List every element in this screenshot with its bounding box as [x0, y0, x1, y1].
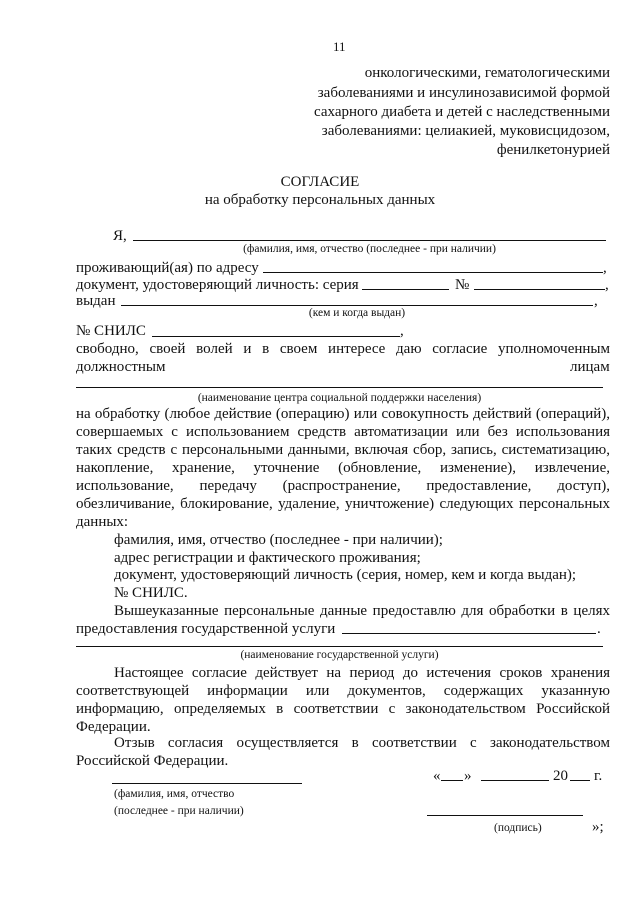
doc-series-label: документ, удостоверяющий личность: серия: [76, 277, 359, 293]
fio-field[interactable]: [133, 240, 606, 241]
consent-line: свободно, своей волей и в своем интересе даю согласие уполномоченным: [76, 341, 610, 357]
processing-line: таких средств с персональными данными, включая сбор, запись, систематизацию,: [76, 442, 610, 458]
validity-line: Федерации.: [76, 719, 151, 735]
data-item: документ, удостоверяющий личность (серия, номер, кем и когда выдан);: [114, 567, 577, 583]
consent-line-right: лицам: [570, 359, 610, 375]
fio-caption-2: (последнее - при наличии): [114, 805, 244, 817]
signature-field[interactable]: [427, 815, 583, 816]
year-suffix: г.: [594, 768, 603, 784]
comma: ,: [603, 260, 607, 276]
issued-label: выдан: [76, 293, 116, 309]
date-year-field[interactable]: [570, 780, 590, 781]
sign-caption: (подпись): [494, 822, 542, 834]
sign-end: »;: [592, 819, 604, 835]
document-title: СОГЛАСИЕ: [280, 174, 360, 190]
service-caption: (наименование государственной услуги): [240, 649, 439, 661]
center-caption: (наименование центра социальной поддержки населения): [197, 392, 482, 404]
header-line: онкологическими, гематологическими: [364, 65, 610, 81]
purpose-line: Вышеуказанные персональные данные предоставлю для обработки в целях: [114, 603, 610, 619]
processing-line: совершаемых с использованием средств автоматизации или без использования: [76, 424, 610, 440]
fio-caption-1: (фамилия, имя, отчество: [114, 788, 235, 800]
snils-label: № СНИЛС: [76, 323, 146, 339]
document-subtitle: на обработку персональных данных: [204, 192, 436, 208]
validity-line: соответствующей информации или документов, содержащих указанную: [76, 683, 610, 699]
purpose-line: предоставления государственной услуги: [76, 621, 336, 637]
data-item: адрес регистрации и фактического проживания;: [114, 550, 421, 566]
year-prefix: 20: [553, 768, 568, 784]
data-item: № СНИЛС.: [114, 585, 188, 601]
snils-field[interactable]: [152, 336, 400, 337]
address-label: проживающий(ая) по адресу: [76, 260, 259, 276]
doc-number-sign: №: [455, 277, 470, 293]
processing-line: накопление, хранение, уточнение (обновление, изменение), извлечение,: [76, 460, 610, 476]
revoke-line: Российской Федерации.: [76, 753, 229, 769]
comma: ,: [594, 293, 598, 309]
validity-line: информацию, определяемых в соответствии с законодательством Российской: [76, 701, 610, 717]
revoke-line: Отзыв согласия осуществляется в соответствии с законодательством: [114, 735, 610, 751]
header-line: сахарного диабета и детей с наследственными: [314, 104, 610, 120]
service-name-field[interactable]: [76, 646, 603, 647]
comma: ,: [605, 277, 609, 293]
doc-number-field[interactable]: [474, 289, 605, 290]
center-name-field[interactable]: [76, 387, 603, 388]
ya-label: Я,: [113, 228, 127, 244]
processing-line: использование, передачу (распространение, предоставление, доступ),: [76, 478, 610, 494]
processing-line: на обработку (любое действие (операцию) или совокупность действий (операций),: [76, 406, 610, 422]
processing-line: данных:: [76, 514, 129, 530]
consent-line-left: должностным: [76, 359, 166, 375]
doc-series-field[interactable]: [362, 289, 449, 290]
header-line: заболеваниями и инсулинозависимой формой: [317, 85, 610, 101]
date-mid: »: [464, 768, 472, 784]
period: .: [597, 621, 601, 637]
header-line: заболеваниями: целиакией, муковисцидозом,: [321, 123, 610, 139]
issued-caption: (кем и когда выдан): [308, 307, 406, 319]
service-field[interactable]: [342, 633, 596, 634]
validity-line: Настоящее согласие действует на период до истечения сроков хранения: [114, 665, 610, 681]
header-line: фенилкетонурией: [496, 142, 610, 158]
address-field[interactable]: [263, 272, 603, 273]
processing-line: обезличивание, блокирование, удаление, уничтожение) следующих персональных: [76, 496, 610, 512]
data-item: фамилия, имя, отчество (последнее - при наличии);: [114, 532, 443, 548]
date-day-field[interactable]: [441, 780, 463, 781]
date-month-field[interactable]: [481, 780, 549, 781]
date-open: «: [433, 768, 441, 784]
signature-fio-field[interactable]: [112, 783, 302, 784]
fio-caption: (фамилия, имя, отчество (последнее - при наличии): [243, 243, 496, 255]
comma: ,: [400, 323, 404, 339]
page-number: 11: [333, 39, 346, 54]
